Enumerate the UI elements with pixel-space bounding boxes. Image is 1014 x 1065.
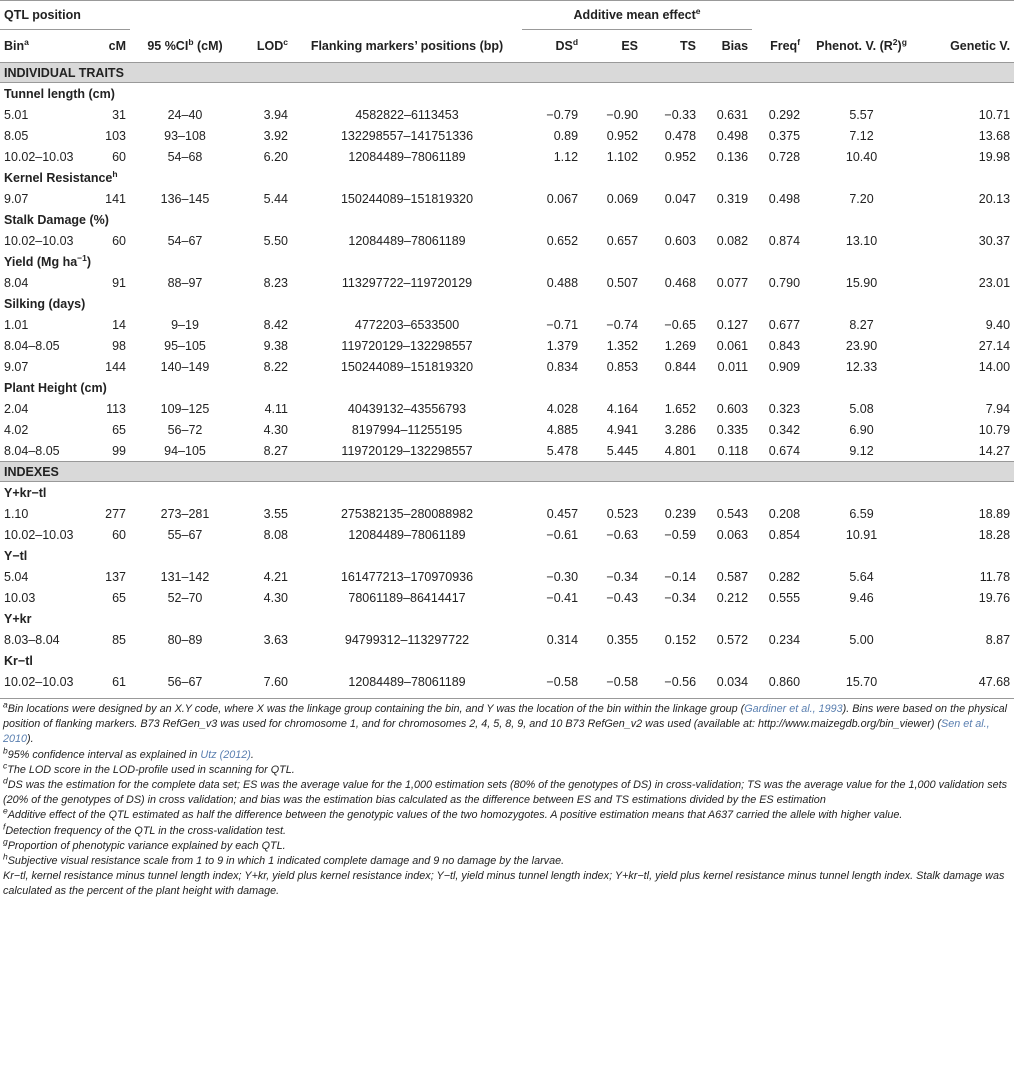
table-cell: 0.239 — [664, 506, 697, 521]
table-cell: 0.652 — [546, 233, 579, 248]
table-row — [0, 104, 1014, 125]
table-cell: −0.41 — [546, 590, 579, 605]
table-cell: 113 — [106, 401, 126, 416]
table-cell: 0.047 — [664, 191, 697, 206]
table-cell: 8.87 — [985, 632, 1011, 647]
table-cell: −0.34 — [664, 590, 697, 605]
table-cell: 60 — [112, 527, 126, 542]
table-cell: 60 — [112, 233, 126, 248]
table-cell: −0.58 — [546, 674, 579, 689]
table-cell: 10.79 — [978, 422, 1011, 437]
table-cell: 0.952 — [664, 149, 697, 164]
table-row — [0, 671, 1014, 692]
citation-link[interactable]: Gardiner et al., 1993 — [744, 703, 843, 715]
table-cell: 5.50 — [263, 233, 288, 248]
table-cell: 1.10 — [4, 506, 29, 521]
table-cell: 1.352 — [606, 338, 639, 353]
table-cell: 5.08 — [849, 401, 874, 416]
table-cell: 9.12 — [849, 443, 874, 458]
table-cell: 0.507 — [606, 275, 639, 290]
table-cell: 52–70 — [167, 590, 203, 605]
table-cell: 40439132–43556793 — [347, 401, 467, 416]
table-cell: 8.03–8.04 — [4, 632, 60, 647]
table-cell: 150244089–151819320 — [340, 359, 474, 374]
table-cell: 95–105 — [164, 338, 206, 353]
table-cell: −0.56 — [664, 674, 697, 689]
table-cell: 7.12 — [849, 128, 874, 143]
section-row — [0, 462, 1014, 482]
table-cell: 8197994–11255195 — [351, 422, 463, 437]
table-cell: 150244089–151819320 — [340, 191, 474, 206]
table-cell: 15.70 — [845, 674, 878, 689]
table-cell: 144 — [105, 359, 126, 374]
table-cell: 27.14 — [978, 338, 1011, 353]
trait-name: Kernel Resistance$^h$ — [4, 168, 118, 185]
table-cell: 13.68 — [978, 128, 1011, 143]
table-cell: −0.74 — [606, 317, 639, 332]
table-cell: 4.21 — [263, 569, 288, 584]
table-cell: 10.02–10.03 — [4, 674, 74, 689]
table-row — [0, 587, 1014, 608]
table-cell: 0.674 — [768, 443, 801, 458]
table-cell: 0.342 — [768, 422, 801, 437]
table-cell: 6.20 — [263, 149, 288, 164]
table-cell: −0.34 — [606, 569, 639, 584]
table-cell: 275382135–280088982 — [340, 506, 474, 521]
trait-row — [0, 167, 1014, 188]
table-row — [0, 314, 1014, 335]
table-cell: 5.478 — [546, 443, 579, 458]
table-cell: 98 — [112, 338, 126, 353]
column-header: 95 $\%CI^b$ (cM) — [147, 36, 223, 53]
trait-name: Stalk Damage (%) — [4, 212, 109, 227]
table-cell: 4.941 — [606, 422, 639, 437]
table-cell: 4582822–6113453 — [355, 107, 459, 122]
trait-row — [0, 482, 1014, 504]
trait-name: Plant Height (cm) — [4, 380, 107, 395]
table-cell: 0.677 — [768, 317, 801, 332]
table-cell: 0.034 — [716, 674, 749, 689]
table-row — [0, 125, 1014, 146]
table-cell: 0.335 — [716, 422, 749, 437]
table-row — [0, 524, 1014, 545]
table-cell: 0.952 — [606, 128, 639, 143]
table-cell: 0.063 — [716, 527, 749, 542]
trait-row — [0, 545, 1014, 566]
table-cell: 0.061 — [716, 338, 749, 353]
table-cell: 88–97 — [167, 275, 203, 290]
table-cell: 0.136 — [716, 149, 749, 164]
table-cell: 10.71 — [978, 107, 1011, 122]
table-cell: −0.30 — [546, 569, 579, 584]
table-cell: −0.63 — [606, 527, 639, 542]
table-cell: 19.76 — [978, 590, 1011, 605]
table-cell: 7.94 — [985, 401, 1011, 416]
table-cell: 5.01 — [4, 107, 29, 122]
table-cell: 8.05 — [4, 128, 29, 143]
table-cell: 0.860 — [768, 674, 801, 689]
table-cell: 0.282 — [768, 569, 801, 584]
table-cell: 3.55 — [263, 506, 288, 521]
table-cell: 0.323 — [768, 401, 801, 416]
qtl-position-header: QTL position — [0, 1, 130, 30]
table-cell: 8.23 — [263, 275, 288, 290]
column-header: Flanking markers’ positions (bp) — [310, 38, 504, 53]
table-cell: 140–149 — [160, 359, 210, 374]
table-cell: 0.208 — [768, 506, 801, 521]
table-cell: 2.04 — [4, 401, 29, 416]
table-cell: −0.90 — [606, 107, 639, 122]
column-header: ES — [621, 39, 639, 53]
table-row — [0, 356, 1014, 377]
table-cell: 24–40 — [167, 107, 203, 122]
table-cell: 0.292 — [768, 107, 801, 122]
table-cell: 0.478 — [664, 128, 697, 143]
table-cell: 0.355 — [606, 632, 639, 647]
table-cell: 65 — [112, 422, 126, 437]
table-cell: −0.61 — [546, 527, 579, 542]
table-cell: 0.853 — [606, 359, 639, 374]
table-cell: 99 — [112, 443, 126, 458]
section-title: INDEXES — [0, 462, 1014, 482]
table-cell: 1.12 — [553, 149, 579, 164]
column-header: $DS^d$ — [555, 36, 579, 53]
table-cell: 55–67 — [167, 527, 203, 542]
table-cell: 7.60 — [263, 674, 288, 689]
table-cell: 0.555 — [768, 590, 801, 605]
table-row — [0, 230, 1014, 251]
table-cell: 8.04 — [4, 275, 29, 290]
table-cell: 0.468 — [664, 275, 697, 290]
table-cell: 18.28 — [978, 527, 1011, 542]
table-cell: 0.067 — [546, 191, 579, 206]
table-cell: 54–68 — [167, 149, 203, 164]
table-cell: 0.603 — [716, 401, 749, 416]
table-cell: 5.44 — [263, 191, 288, 206]
table-cell: −0.65 — [664, 317, 697, 332]
table-cell: 4.885 — [546, 422, 579, 437]
table-row — [0, 188, 1014, 209]
trait-name: Kr−tl — [4, 653, 33, 668]
trait-name: Silking (days) — [4, 296, 86, 311]
table-cell: 8.42 — [263, 317, 288, 332]
table-cell: 56–72 — [167, 422, 203, 437]
table-cell: 119720129–132298557 — [341, 443, 473, 458]
table-cell: 85 — [112, 632, 126, 647]
table-cell: 7.20 — [849, 191, 874, 206]
table-cell: 23.01 — [978, 275, 1011, 290]
trait-name: Yield (Mg $ha^{-1}$) — [4, 252, 92, 269]
table-cell: −0.43 — [606, 590, 639, 605]
table-cell: 0.587 — [716, 569, 749, 584]
table-cell: 14.27 — [978, 443, 1011, 458]
table-cell: 0.069 — [606, 191, 639, 206]
table-cell: 0.834 — [546, 359, 579, 374]
table-cell: 1.102 — [606, 149, 639, 164]
table-cell: 5.00 — [849, 632, 874, 647]
table-cell: 0.152 — [664, 632, 697, 647]
table-cell: 3.94 — [263, 107, 288, 122]
table-cell: 78061189–86414417 — [348, 590, 466, 605]
footnote: Kr−tl, kernel resistance minus tunnel length index; Y+kr, yield plus kernel resistance index; Y−tl, yield minus tunnel length index; Y+kr−tl, yield plus kernel resistance minus tunnel length index. Stalk damage was calculated as the percent of the plant height with damage. — [3, 870, 1005, 898]
table-cell: 103 — [105, 128, 126, 143]
table-cell: 10.03 — [4, 590, 36, 605]
trait-name: Y+kr — [4, 611, 32, 626]
table-cell: 137 — [105, 569, 126, 584]
table-cell: 0.498 — [716, 128, 749, 143]
footnote: $^h$Subjective visual resistance scale from 1 to 9 in which 1 indicated complete damage and 9 no damage by the larvae. — [3, 851, 565, 868]
trait-row — [0, 293, 1014, 314]
table-row — [0, 398, 1014, 419]
table-cell: 8.08 — [263, 527, 288, 542]
trait-row — [0, 251, 1014, 272]
table-row — [0, 629, 1014, 650]
table-cell: 277 — [105, 506, 126, 521]
table-cell: 9.40 — [985, 317, 1011, 332]
trait-row — [0, 650, 1014, 671]
table-cell: 0.89 — [553, 128, 579, 143]
table-cell: 3.63 — [263, 632, 288, 647]
table-cell: 0.843 — [768, 338, 801, 353]
footnote: $^c$The LOD score in the LOD-profile used in scanning for QTL. — [3, 760, 295, 776]
table-cell: 94799312–113297722 — [344, 632, 470, 647]
table-cell: 65 — [112, 590, 126, 605]
table-cell: −0.79 — [546, 107, 579, 122]
table-cell: 20.13 — [978, 191, 1011, 206]
trait-name: Y+kr−tl — [4, 485, 47, 500]
table-cell: 30.37 — [978, 233, 1011, 248]
table-cell: 0.011 — [717, 359, 749, 374]
table-cell: 4.02 — [4, 422, 29, 437]
table-cell: 0.572 — [716, 632, 749, 647]
table-cell: 0.909 — [768, 359, 801, 374]
column-header: TS — [680, 39, 697, 53]
table-cell: −0.59 — [664, 527, 697, 542]
table-cell: 10.02–10.03 — [4, 527, 74, 542]
table-cell: 6.90 — [849, 422, 874, 437]
table-cell: 131–142 — [160, 569, 210, 584]
table-row — [0, 146, 1014, 167]
table-cell: −0.71 — [546, 317, 579, 332]
table-cell: 0.523 — [606, 506, 639, 521]
table-cell: 109–125 — [160, 401, 210, 416]
table-cell: 0.127 — [716, 317, 749, 332]
table-cell: 12.33 — [845, 359, 878, 374]
table-cell: 0.498 — [768, 191, 801, 206]
table-cell: 9.07 — [4, 359, 29, 374]
column-header-row — [0, 30, 1014, 63]
table-cell: 0.077 — [716, 275, 749, 290]
table-row — [0, 272, 1014, 293]
table-cell: 8.04–8.05 — [4, 338, 60, 353]
table-cell: 12084489–78061189 — [348, 674, 466, 689]
table-cell: 19.98 — [978, 149, 1011, 164]
table-cell: −0.33 — [664, 107, 697, 122]
table-cell: 61 — [112, 674, 126, 689]
table-cell: 136–145 — [160, 191, 210, 206]
table-cell: 6.59 — [849, 506, 874, 521]
table-footnotes — [0, 698, 1014, 900]
table-cell: 0.728 — [768, 149, 801, 164]
additive-effect-header: Additive mean effect$^e$ — [522, 1, 752, 30]
column-header: Freq$^f$ — [770, 36, 801, 53]
table-cell: 9–19 — [171, 317, 199, 332]
column-header: Bias — [721, 39, 749, 53]
table-cell: 14.00 — [978, 359, 1011, 374]
table-cell: 0.844 — [664, 359, 697, 374]
table-row — [0, 566, 1014, 587]
column-header: cM — [108, 39, 126, 53]
table-cell: 0.212 — [716, 590, 749, 605]
table-cell: 8.27 — [849, 317, 874, 332]
table-cell: 4.11 — [264, 401, 288, 416]
section-row — [0, 63, 1014, 83]
table-cell: 8.22 — [263, 359, 288, 374]
table-cell: 12084489–78061189 — [348, 149, 466, 164]
table-cell: 0.234 — [768, 632, 801, 647]
section-title: INDIVIDUAL TRAITS — [0, 63, 1014, 83]
table-cell: 8.27 — [263, 443, 288, 458]
footnote: $^a$Bin locations were designed by an X.Y code, where X was the linkage group containing the bin, and Y was the location of the bin within the linkage group (Gardiner et al., 1993). Bins were based on the physical position of flanking markers. B73 RefGen_v3 was used for chromosome 1, and for chromosomes 2, 4, 5, 8, 9, and 10 B73 RefGen_v2 was used (available at: http://www.maizegdb.org/bin_viewer) (Sen et al., 2010). — [3, 699, 1008, 746]
table-cell: 80–89 — [167, 632, 203, 647]
table-cell: 10.91 — [845, 527, 878, 542]
table-cell: 18.89 — [978, 506, 1011, 521]
column-header: Phenot. V. $(R^2)^g$ — [816, 36, 907, 53]
table-cell: 10.02–10.03 — [4, 233, 74, 248]
footnote: $^f$Detection frequency of the QTL in the cross-validation test. — [3, 821, 287, 837]
table-cell: 60 — [112, 149, 126, 164]
table-cell: 5.445 — [606, 443, 639, 458]
table-cell: 9.46 — [849, 590, 874, 605]
trait-row — [0, 83, 1014, 105]
table-cell: 14 — [112, 317, 126, 332]
table-cell: 11.78 — [979, 569, 1011, 584]
table-cell: 1.652 — [664, 401, 697, 416]
table-cell: 0.488 — [546, 275, 579, 290]
table-cell: 0.854 — [768, 527, 801, 542]
table-cell: 9.07 — [4, 191, 29, 206]
column-header: Genetic V. — [950, 38, 1011, 53]
table-cell: 119720129–132298557 — [341, 338, 473, 353]
table-cell: 5.64 — [849, 569, 874, 584]
table-cell: 56–67 — [167, 674, 203, 689]
citation-link[interactable]: Utz (2012) — [200, 748, 251, 761]
table-cell: 31 — [112, 107, 126, 122]
footnote: $^d$DS was the estimation for the complete data set; ES was the average value for the 1,000 estimation sets (80% of the genotypes of DS) in cross-validation; TS was the average value for the 1,000 validation sets (20% of the genotypes of DS) in cross validation; and bias was the estimation bias calculated as the difference between ES and TS estimations divided by the ES estimation — [3, 775, 1007, 807]
table-cell: 141 — [105, 191, 126, 206]
table-cell: 3.286 — [664, 422, 697, 437]
table-cell: 93–108 — [164, 128, 206, 143]
table-cell: 91 — [112, 275, 126, 290]
table-cell: 47.68 — [978, 674, 1011, 689]
table-cell: 15.90 — [845, 275, 878, 290]
table-cell: −0.58 — [606, 674, 639, 689]
column-header: LOD$^c$ — [256, 36, 288, 53]
table-cell: 4.801 — [664, 443, 697, 458]
table-row — [0, 440, 1014, 462]
trait-row — [0, 608, 1014, 629]
table-cell: 0.657 — [606, 233, 639, 248]
trait-name: Tunnel length (cm) — [4, 86, 115, 101]
table-cell: 4772203–6533500 — [354, 317, 460, 332]
table-body — [0, 63, 1014, 693]
table-cell: 0.874 — [768, 233, 801, 248]
table-cell: 0.314 — [546, 632, 579, 647]
table-cell: 5.04 — [4, 569, 29, 584]
table-row — [0, 419, 1014, 440]
table-cell: 0.457 — [546, 506, 579, 521]
table-cell: 4.164 — [606, 401, 639, 416]
table-cell: 1.269 — [664, 338, 697, 353]
table-cell: 0.319 — [716, 191, 749, 206]
table-cell: 4.30 — [263, 590, 288, 605]
column-header: Bin$^a$ — [4, 36, 29, 53]
trait-name: Y−tl — [4, 548, 28, 563]
table-cell: 0.603 — [664, 233, 697, 248]
trait-row — [0, 377, 1014, 398]
footnote: $^b$95% confidence interval as explained in Utz (2012). — [3, 745, 254, 761]
table-cell: 0.082 — [716, 233, 749, 248]
table-cell: 0.631 — [716, 107, 749, 122]
table-cell: 13.10 — [845, 233, 878, 248]
table-cell: 132298557–141751336 — [340, 128, 474, 143]
table-cell: 0.375 — [768, 128, 801, 143]
table-cell: 12084489–78061189 — [348, 527, 466, 542]
trait-row — [0, 209, 1014, 230]
table-cell: 4.028 — [546, 401, 579, 416]
table-cell: 1.01 — [4, 317, 29, 332]
table-row — [0, 335, 1014, 356]
footnote: $^g$Proportion of phenotypic variance explained by each QTL. — [3, 836, 286, 852]
table-cell: 4.30 — [263, 422, 288, 437]
table-cell: 0.118 — [717, 443, 749, 458]
table-cell: 0.543 — [716, 506, 749, 521]
table-cell: 8.04–8.05 — [4, 443, 60, 458]
table-cell: 10.02–10.03 — [4, 149, 74, 164]
table-cell: 5.57 — [849, 107, 874, 122]
table-cell: 161477213–170970936 — [340, 569, 474, 584]
citation-link[interactable]: Sen et al., 2010 — [3, 718, 990, 746]
table-cell: 0.790 — [768, 275, 801, 290]
table-cell: 273–281 — [160, 506, 210, 521]
table-row — [0, 503, 1014, 524]
table-cell: 23.90 — [845, 338, 878, 353]
table-cell: 12084489–78061189 — [348, 233, 466, 248]
table-cell: 10.40 — [845, 149, 878, 164]
table-cell: 9.38 — [263, 338, 288, 353]
table-cell: −0.14 — [664, 569, 697, 584]
table-cell: 1.379 — [546, 338, 579, 353]
table-cell: 94–105 — [164, 443, 206, 458]
table-cell: 3.92 — [263, 128, 288, 143]
table-cell: 113297722–119720129 — [341, 275, 473, 290]
table-cell: 54–67 — [167, 233, 203, 248]
footnote: $^e$Additive effect of the QTL estimated as half the difference between the genotypic values of the two homozygotes. A positive estimation means that A637 carried the allele with higher value. — [3, 805, 903, 822]
